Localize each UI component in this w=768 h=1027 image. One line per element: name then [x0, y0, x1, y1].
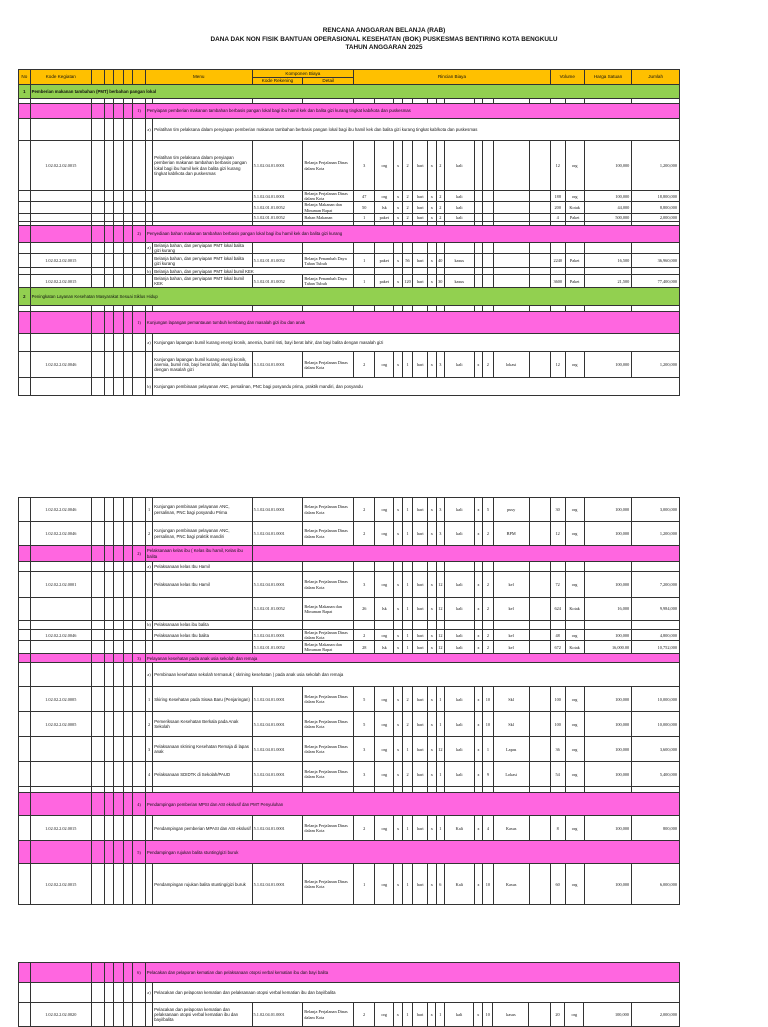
- subsection-title: Penyediaan bahan makanan tambahan berbasis pangan lokal bagi ibu hamil kek dan balita gizi kurang: [145, 225, 679, 242]
- subsection-title: Pelacakan dan pelaporan kematian dan pelaksanaan otopsi verbal kematian ibu dan bayi balita: [145, 963, 679, 983]
- table-row: 1.02.02.2.02.0001 Pelaksanaan kelas Ibu Hamil 5.1.02.04.01.0001 Belanja Perjalanan Dinas dalam Kota 3 org x 1 hari x 12 kali x 2 kel 72 org 100,000 7,200,000: [19, 572, 680, 598]
- col-volume: Volume: [550, 70, 584, 85]
- table-row: 1.02.02.2.02.0015 Pendampingan rujukan balita stunting/gizi buruk 5.1.02.04.01.0001 Belanja Perjalanan Dinas dalam Kota 1 org x 1 hari x 6 Kali x 10 Kasus 60 org 100,000 6,000,000: [19, 864, 680, 905]
- activity-title: Pelatihan tim pelaksana dalam penyiapan pemberian makanan tambahan berbasis pangan lokal bagi ibu hamil kek dan balita gizi kurang tingkat kab/kota dan puskesmas: [153, 119, 680, 141]
- table-row: 1.02.02.2.02.0015 Pendampingan pemberian MPASI dan ASI ekslusif 5.1.02.04.01.0001 Belanja Perjalanan Dinas dalam Kota 2 org x 1 hari x 1 Kali x 4 Kasus 8 org 100,000 800,000: [19, 816, 680, 841]
- title-line-1: RENCANA ANGGARAN BELANJA (RAB): [322, 27, 446, 34]
- activity-row: a) Pelatihan tim pelaksana dalam penyiapan pemberian makanan tambahan berbasis pangan lokal bagi ibu hamil kek dan balita gizi kurang tingkat kab/kota dan puskesmas: [19, 119, 680, 141]
- column-header-row: [19, 70, 680, 78]
- activity-row: a) Pelaksanaan kelas Ibu Hamil: [19, 562, 680, 572]
- subsection-title: Pelaksanaan kelas ibu ( Kelas ibu hamil, Kelas ibu balita: [145, 546, 252, 562]
- activity-row: a) Belanja bahan, dan penyiapan PMT lokal balita gizi kurang: [19, 242, 680, 253]
- table-row: 1.02.02.2.02.0046 Kunjungan lapangan bumil kurang energi kronik, anemia, bumil risti, bayi berat lahir, dan bayi balita dengan masalah gizi 5.1.02.04.01.0001 Belanja Perjalanan Dinas dalam Kota 2 org x 1 hari x 3 kali x 2 lokasi 12 org 100,000 1,200,000: [19, 352, 680, 378]
- table-row: 5.1.02.01.01.0052 Bahan Makanan 1 paket x 2 hari x 2 kali 4 Paket 500,000 2,000,000: [19, 213, 680, 221]
- title-line-3: TAHUN ANGGARAN 2025: [345, 44, 423, 51]
- table-row: 5.1.02.04.01.0001 Belanja Perjalanan Dinas dalam Kota 47 org x 2 hari x 2 kali 188 org 100,000 18,800,000: [19, 191, 680, 202]
- subsection-row: 1) Kunjungan lapangan pemantauan tumbuh kembang dan masalah gizi ibu dan anak: [19, 312, 680, 334]
- activity-row: b) Kunjungan pembinaan pelayanan ANC, persalinan, PNC bagi posyandu prima, praktik mandiri, dan posyandu: [19, 378, 680, 396]
- table-row: 5.1.02.01.01.0052 Belanja Makanan dan Minuman Rapat 50 lsk x 2 hari x 2 kali 200 Kotak 44,000 8,800,000: [19, 202, 680, 213]
- rab-table-block-2: [18, 497, 680, 905]
- subsection-row: 5) Pendampingan rujukan balita stunting/gizi buruk: [19, 841, 680, 864]
- table-row: 3 Pelaksanaan skrining Kesehatan Remaja di lapas anak 5.1.02.04.01.0001 Belanja Perjalanan Dinas dalam Kota 3 org x 1 hari x 12 kali x 1 Lapas 36 org 100,000 3,600,000: [19, 737, 680, 762]
- subsection-row: 2) Pelaksanaan kelas ibu ( Kelas ibu hamil, Kelas ibu balita: [19, 546, 680, 562]
- subsection-row: 2) Penyediaan bahan makanan tambahan berbasis pangan lokal bagi ibu hamil kek dan balita gizi kurang: [19, 225, 680, 242]
- activity-row: a) Pembinaan kesehatan sekolah termasuk ( skrining kesehatan ) pada anak usia sekolah dan remaja: [19, 663, 680, 687]
- activity-row: a) Kunjungan lapangan bumil kurang energi kronik, anemia, bumil risti, bayi berat lahir, dan bayi balita dengan masalah gizi: [19, 334, 680, 352]
- col-rincian: Rincian Biaya: [354, 70, 551, 85]
- col-kode-rekening: Kode Rekening: [252, 78, 303, 85]
- activity-row: b) Belanja bahan, dan penyiapan PMT lokal bumil KEK: [19, 268, 680, 275]
- section-row: 2 Peningkatan Layanan Kesehatan Masyarakat Sesuai Siklus Hidup: [19, 288, 680, 306]
- table-row: 4 Pelaksanaan SDIDTK di Sekolah/PAUD 5.1.02.04.01.0001 Belanja Perjalanan Dinas dalam Kota 3 org x 2 hari x 1 kali x 9 Lokasi 54 org 100,000 5,400,000: [19, 762, 680, 787]
- table-row: 5.1.02.01.01.0052 Belanja Makanan dan Minuman Rapat 26 lsk x 1 hari x 12 kali x 2 kel 624 Kotak 16,000 9,984,000: [19, 598, 680, 621]
- table-row: 1.02.02.2.02.0015 Pelatihan tim pelaksana dalam penyiapan pemberian makanan tambahan berbasis pangan lokal bagi ibu hamil kek dan balita gizi kurang tingkat kab/kota dan puskesmas 5.1.02.04.01.0001 Belanja Perjalanan Dinas dalam Kota 3 org x 2 hari x 2 kali 12 org 100,000 1,200,000: [19, 141, 680, 191]
- table-row: 1.02.02.2.02.0046 1 Kunjungan pembinaan pelayanan ANC, persalinan, PNC bagi posyandu Prima 5.1.02.04.01.0001 Belanja Perjalanan Dinas dalam Kota 2 org x 1 hari x 3 kali x 5 pusy 30 org 100,000 3,000,000: [19, 498, 680, 522]
- subsection-title: Pendampingan pemberian MPSI dan ASI ekslusif dan PMT Penyuluhan: [145, 793, 679, 816]
- rab-table-block-1: [18, 69, 680, 396]
- subsection-row: 3) Pelayanan kesehatan pada anak usia sekolah dan remaja: [19, 654, 680, 663]
- document-title: [0, 27, 768, 53]
- col-jumlah: Jumlah: [632, 70, 680, 85]
- table-row: 1.02.02.2.02.0015 Belanja bahan, dan penyiapan PMT lokal bumil KEK 5.1.02.01.01.0052 Belanja Penambah Daya Tahan Tubuh 1 paket x 120 hari x 30 kasus 3600 Paket 21,500 77,400,000: [19, 275, 680, 288]
- col-detail: Detail: [303, 78, 354, 85]
- table-row: 1.02.02.2.02.0020 Pelacakan dan pelaporan kematian dan pelaksanaan otopsi verbal kematian ibu dan bayi/balita 5.1.02.04.01.0001 Belanja Perjalanan Dinas dalam Kota 2 org x 1 hari x 1 kali x 10 kasus 20 org 100,000 2,000,000: [19, 1003, 680, 1027]
- section-title: Peningkatan Layanan Kesehatan Masyarakat Sesuai Siklus Hidup: [30, 288, 679, 306]
- col-no: No: [19, 70, 31, 85]
- section-row: 1 Pemberian makanan tambahan (PMT) berbahan pangan lokal: [19, 85, 680, 99]
- table-row: 1.02.02.2.02.0046 2 Kunjungan pembinaan pelayanan ANC, persalinan, PNC bagi praktik mandiri 5.1.02.04.01.0001 Belanja Perjalanan Dinas dalam Kota 2 org x 1 hari x 3 kali x 2 BPM 12 org 100,000 1,200,000: [19, 522, 680, 546]
- subsection-title: Penyiapan pemberian makanan tambahan berbasis pangan lokal bagi ibu hamil kek dan balita gizi kurang tingkat kab/kota dan puskesmas: [145, 104, 679, 119]
- table-row: 1.02.02.2.02.0005 2 Pemeriksaan Kesehatan Berkala pada Anak Sekolah 5.1.02.04.01.0001 Belanja Perjalanan Dinas dalam Kota 5 org x 2 hari x 1 kali x 10 Skl 100 org 100,000 10,000,000: [19, 712, 680, 737]
- section-title: Pemberian makanan tambahan (PMT) berbahan pangan lokal: [30, 85, 679, 99]
- activity-row: b) Pelaksanaan kelas ibu balita: [19, 621, 680, 630]
- subsection-title: Kunjungan lapangan pemantauan tumbuh kembang dan masalah gizi ibu dan anak: [145, 312, 679, 334]
- subsection-title: Pendampingan rujukan balita stunting/gizi buruk: [145, 841, 679, 864]
- subsection-title: Pelayanan kesehatan pada anak usia sekolah dan remaja: [145, 654, 679, 663]
- subsection-row: 1) Penyiapan pemberian makanan tambahan berbasis pangan lokal bagi ibu hamil kek dan balita gizi kurang tingkat kab/kota dan puskesmas: [19, 104, 680, 119]
- subsection-row: 4) Pendampingan pemberian MPSI dan ASI ekslusif dan PMT Penyuluhan: [19, 793, 680, 816]
- col-harga: Harga Satuan: [584, 70, 632, 85]
- table-row: 1.02.02.2.02.0015 Belanja bahan, dan penyiapan PMT lokal balita gizi kurang 5.1.02.01.01.0052 Belanja Penambah Daya Tahan Tubuh 1 paket x 56 hari x 40 kasus 2240 Paket 16,500 36,960,000: [19, 254, 680, 268]
- table-row: 1.02.02.2.02.0005 1 Skiring Kesehatan pada Siswa Baru (Penjaringan) 5.1.02.04.01.0001 Belanja Perjalanan Dinas dalam Kota 5 org x 2 hari x 1 kali x 10 Skl 100 org 100,000 10,000,000: [19, 687, 680, 712]
- table-row: 1.02.02.2.02.0046 Pelaksanaan kelas Ibu balita 5.1.02.04.01.0001 Belanja Perjalanan Dinas dalam Kota 2 org x 1 hari x 12 kali x 2 kel 48 org 100,000 4,800,000: [19, 630, 680, 641]
- col-menu: Menu: [145, 70, 252, 85]
- subsection-row: 6) Pelacakan dan pelaporan kematian dan pelaksanaan otopsi verbal kematian ibu dan bayi balita: [19, 963, 680, 983]
- rab-table-block-3: [18, 962, 680, 1027]
- col-komponen: Komponen Biaya: [252, 70, 354, 78]
- col-kode: Kode Kegiatan: [30, 70, 91, 85]
- title-line-2: DANA DAK NON FISIK BANTUAN OPERASIONAL KESEHATAN (BOK) PUSKESMAS BENTIRING KOTA BENGKULU: [210, 35, 558, 43]
- table-row: 5.1.02.01.01.0052 Belanja Makanan dan Minuman Rapat 28 lsk x 1 hari x 12 kali x 2 kel 672 Kotak 16,000.00 10,752,000: [19, 641, 680, 654]
- activity-row: a) Pelacakan dan pelaporan kematian dan pelaksanaan otopsi verbal kematian ibu dan bayi/balita: [19, 983, 680, 1003]
